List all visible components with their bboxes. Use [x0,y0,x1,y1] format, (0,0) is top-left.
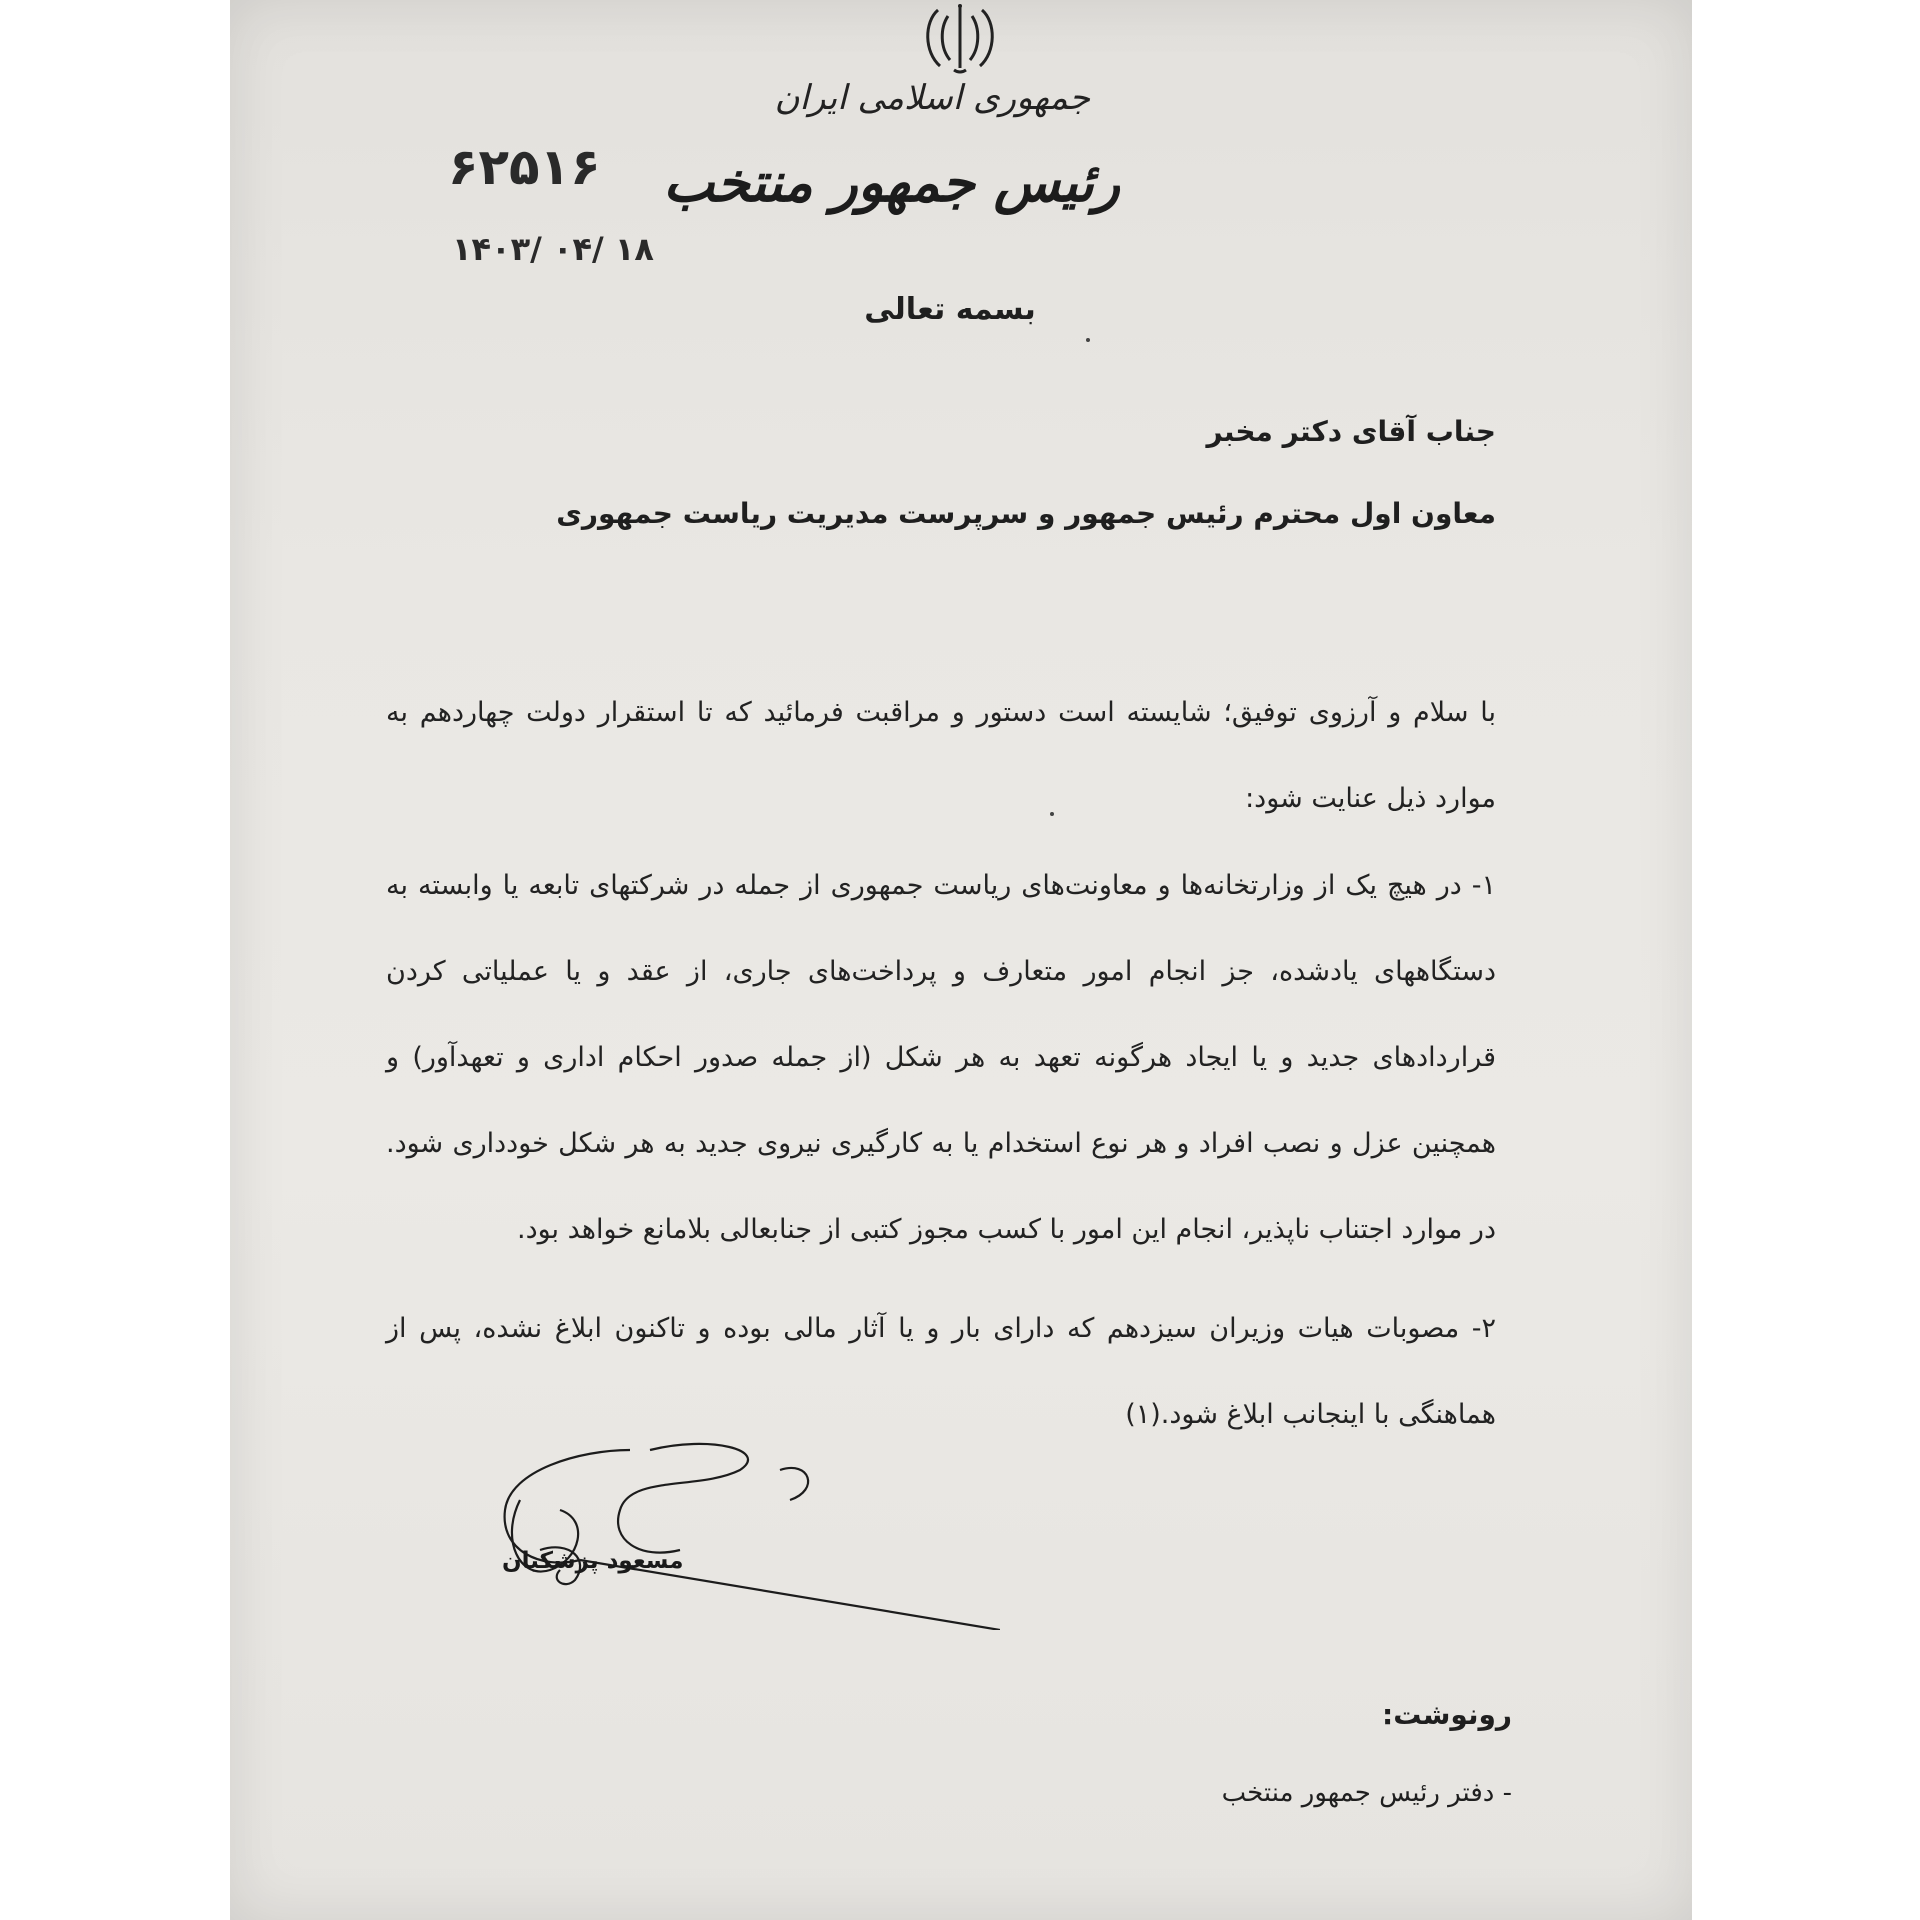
signer-name: مسعود پزشکیان [502,1548,684,1574]
letter-date: ۱۴۰۳/ ۰۴/ ۱۸ [452,230,654,268]
recipient-title: معاون اول محترم رئیس جمهور و سرپرست مدیریت ریاست جمهوری [556,497,1496,530]
speck [1086,338,1090,342]
intro-paragraph: با سلام و آرزوی توفیق؛ شایسته است دستور و مراقبت فرمائید که تا استقرار دولت چهاردهم به موارد ذیل عنایت شود: [386,697,1496,814]
copy-recipient: - دفتر رئیس جمهور منتخب [1221,1778,1512,1808]
republic-title: جمهوری اسلامی ایران [774,78,1090,118]
item-2-paragraph: ۲- مصوبات هیات وزیران سیزدهم که دارای بار و یا آثار مالی بوده و تاکنون ابلاغ نشده، پس از هماهنگی با اینجانب ابلاغ شود.(۱) [386,1313,1496,1430]
signature-scribble [480,1430,1000,1630]
item-1-paragraph: ۱- در هیچ یک از وزارتخانه‌ها و معاونت‌های ریاست جمهوری از جمله در شرکتهای تابعه یا وابسته به دستگاههای یادشده، جز انجام امور متعارف و پرداخت‌های جاری، از عقد و یا عملیاتی کردن قراردادهای جدید و یا ایجاد هرگونه تعهد به هر شکل (از جمله صدور احکام اداری و تعهدآور) و همچنین عزل و نصب افراد و هر نوع استخدام یا به کارگیری نیروی جدید به هر شکل خودداری شود. در موارد اجتناب ناپذیر، انجام این امور با کسب مجوز کتبی از جنابعالی بلامانع خواهد بود. [386,870,1496,1245]
copy-label: رونوشت: [1382,1698,1512,1731]
iran-emblem-icon [910,2,1010,76]
letter-sheet [230,0,1692,1920]
basmala-heading: بسمه تعالی [864,292,1036,327]
recipient-name: جناب آقای دکتر مخبر [1206,415,1496,448]
office-title: رئیس جمهور منتخب [663,150,1120,214]
speck [1050,812,1054,816]
letter-number: ۶۲۵۱۶ [448,138,601,196]
